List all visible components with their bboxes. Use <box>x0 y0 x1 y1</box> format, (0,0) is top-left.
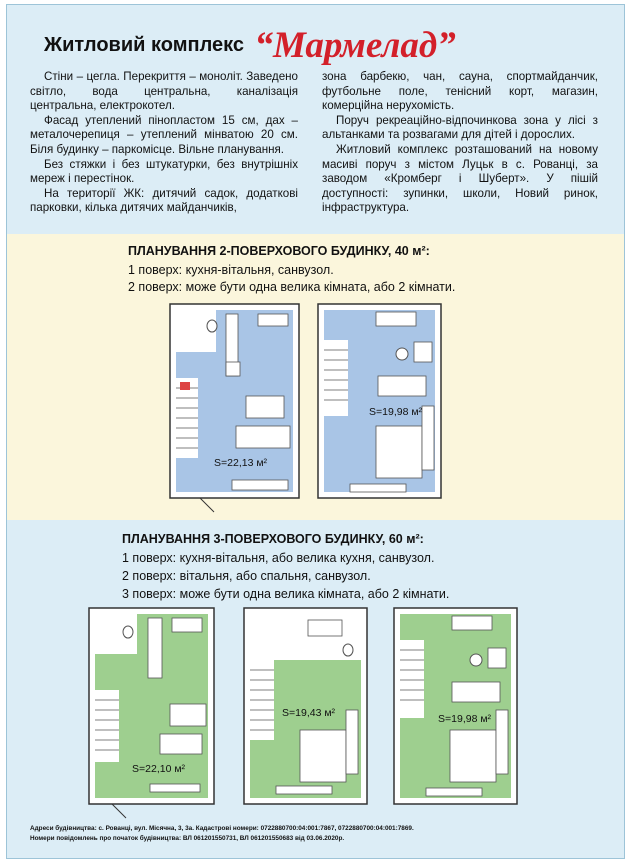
plan3-floor2 <box>244 608 367 804</box>
title-text: Житловий комплекс <box>44 34 245 56</box>
plan3-floor1 <box>89 608 214 818</box>
plan3-floor3-area: S=19,98 м² <box>438 713 492 725</box>
plan3-floor2-area: S=19,43 м² <box>282 707 336 719</box>
brand-name: “Мармелад” <box>254 25 456 66</box>
paragraph: Стіни – цегла. Перекриття – моноліт. Заведено світло, вода центральна, каналізація центральна, електрокотел. <box>30 70 298 113</box>
plan3-floor2: 2 поверх: вітальня, або спальня, санвузол. <box>122 569 371 583</box>
plan3-heading: ПЛАНУВАННЯ 3-ПОВЕРХОВОГО БУДИНКУ, 60 м²: <box>122 532 424 546</box>
plan3-floor1-area: S=22,10 м² <box>132 763 186 775</box>
footer-addresses: Адреси будівництва: с. Рованці, вул. Місячна, 3, 3а. Кадастрові номери: 0722880700:04:001:7867, 0722880700:04:001:7869. <box>30 825 414 832</box>
paragraph: Поруч рекреаційно-відпочинкова зона у лісі з альтанками та розвагами для дітей і дорослих. <box>322 113 598 142</box>
paragraph: Фасад утеплений пінопластом 15 см, дах – металочерепиця – утеплений мінватою 20 см. Біля будинку – паркомісце. Вільне планування. <box>30 113 298 156</box>
plan2-heading: ПЛАНУВАННЯ 2-ПОВЕРХОВОГО БУДИНКУ, 40 м²: <box>128 244 430 258</box>
plan2-floor1: 1 поверх: кухня-вітальня, санвузол. <box>128 263 334 277</box>
plan2-floor1 <box>170 304 299 512</box>
plan2-floor1-area: S=22,13 м² <box>214 457 268 469</box>
paragraph: На території ЖК: дитячий садок, додаткові парковки, кілька дитячих майданчиків, <box>30 186 298 215</box>
plan2-floor2 <box>318 304 441 498</box>
footer-permits: Номери повідомлень про початок будівництва: ВЛ 061201550731, ВЛ 061201550683 від 03.06.2020р. <box>30 835 345 842</box>
paragraph: зона барбекю, чан, сауна, спортмайданчик, футбольне поле, тенісний корт, магазин, комерційна нерухомість. <box>322 70 598 113</box>
paragraph: Житловий комплекс розташований на новому масиві поруч з містом Луцьк в с. Рованці, за заводом «Кромберг і Шуберт». У пішій доступності: зупинки, школи, Новий ринок, інфраструктура. <box>322 142 598 215</box>
plan2-floor2: 2 поверх: може бути одна велика кімната, або 2 кімнати. <box>128 280 456 294</box>
plan3-floor3: 3 поверх: може бути одна велика кімната, або 2 кімнати. <box>122 587 450 601</box>
plan3-floor1: 1 поверх: кухня-вітальня, або велика кухня, санвузол. <box>122 551 435 565</box>
plan2-floor2-area: S=19,98 м² <box>369 406 423 418</box>
plan3-floor3 <box>394 608 517 804</box>
paragraph: Без стяжки і без штукатурки, без внутрішніх мереж і перестінок. <box>30 157 298 186</box>
